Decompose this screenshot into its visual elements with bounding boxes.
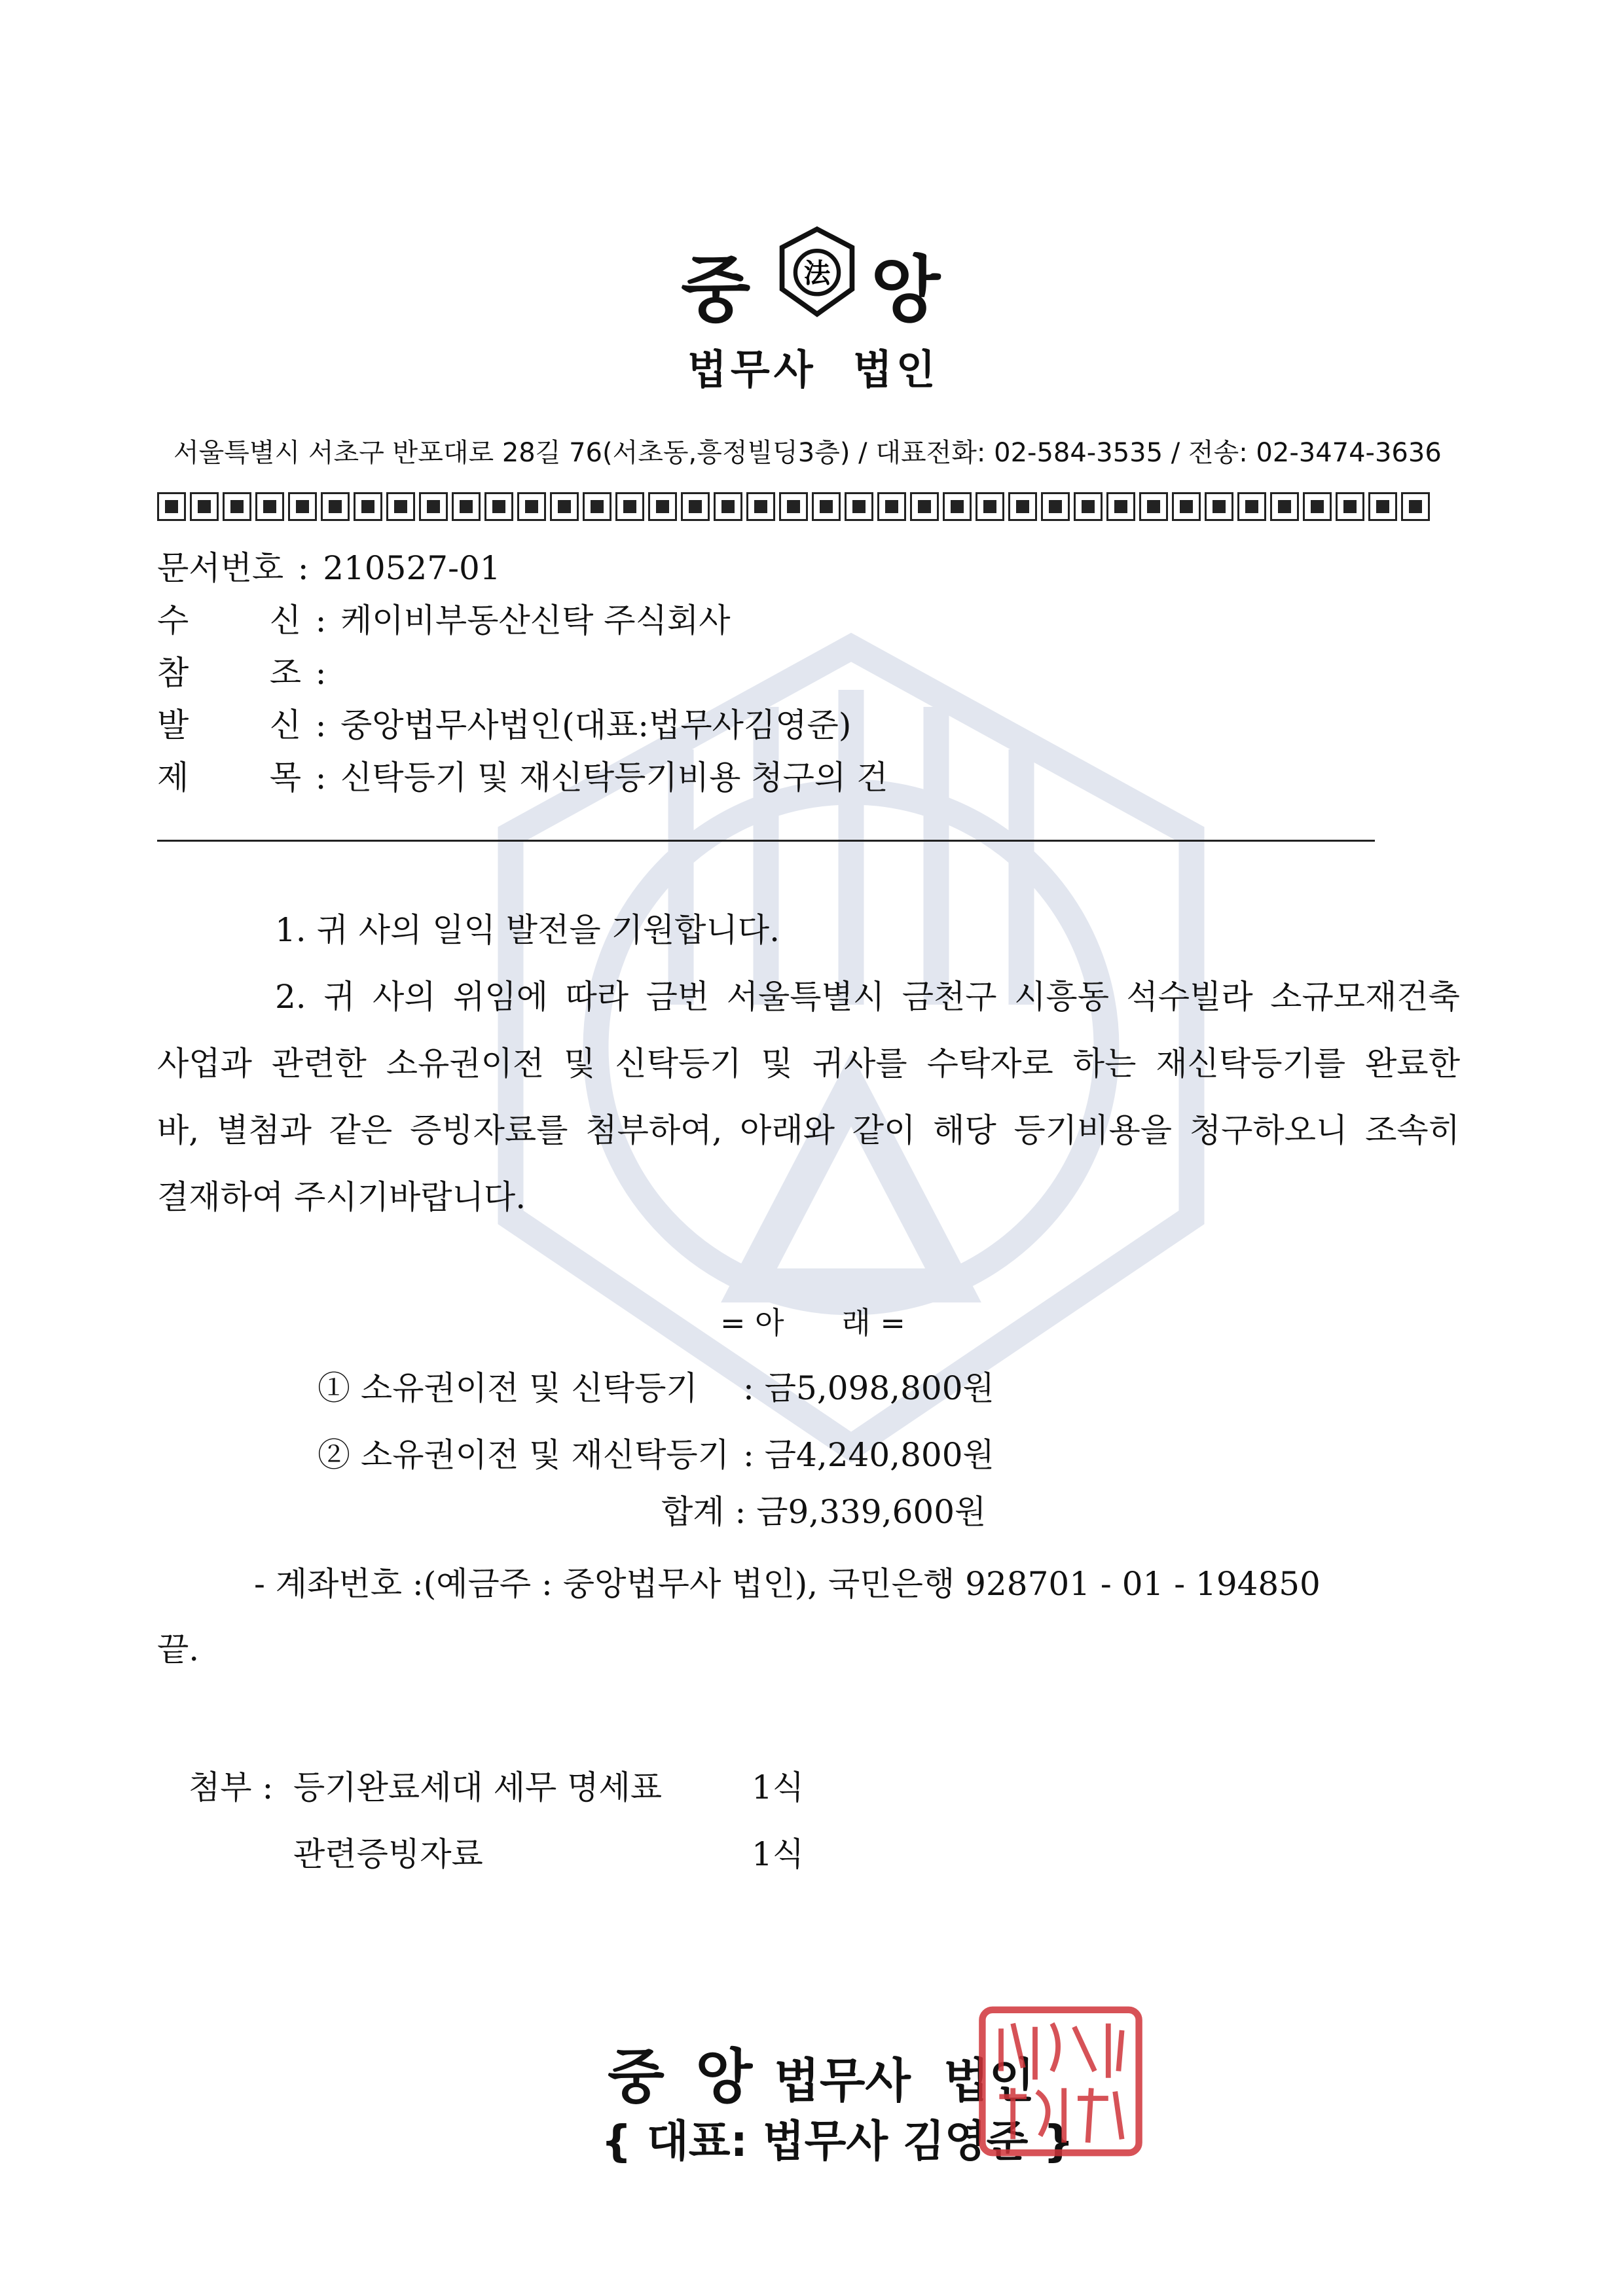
doc-no-value: 210527-01 [323, 549, 501, 587]
letter-body [157, 897, 1460, 1230]
decorative-square [583, 492, 611, 521]
decorative-square [190, 492, 219, 521]
decorative-square [255, 492, 284, 521]
decorative-square-row [157, 492, 1447, 521]
decorative-square [1041, 492, 1070, 521]
meta-sender: 발 신 : 중앙법무사법인(대표:법무사김영준) [157, 699, 888, 751]
decorative-square [321, 492, 350, 521]
decorative-square [1074, 492, 1103, 521]
doc-no-label: 문서번호 [157, 549, 284, 587]
meta-recipient: 수 신 : 케이비부동산신탁 주식회사 [157, 594, 888, 647]
sender-value: 중앙법무사법인(대표:법무사김영준) [340, 706, 852, 744]
below-title: = 아 래 = [720, 1305, 905, 1340]
decorative-square [910, 492, 939, 521]
decorative-square [1401, 492, 1430, 521]
decorative-square [1270, 492, 1299, 521]
total-amount: 합계 : 금9,339,600원 [661, 1493, 987, 1531]
decorative-square [223, 492, 251, 521]
paragraph-1: 1. 귀 사의 일익 발전을 기원합니다. [275, 911, 780, 949]
decorative-square [452, 492, 481, 521]
paragraph-2-line-3: 바, 별첨과 같은 증빙자료를 첨부하여, 아래와 같이 해당 등기비용을 청구하오니 조속히 [157, 1111, 1460, 1149]
decorative-square [812, 492, 841, 521]
attachment-qty: 1식 [752, 1768, 805, 1806]
company-address: 서울특별시 서초구 반포대로 28길 76(서초동,흥정빌딩3층) / 대표전화: 02-584-3535 / 전송: 02-3474-3636 [173, 438, 1442, 468]
document-meta [157, 542, 888, 804]
charge-items [318, 1355, 994, 1488]
decorative-square [943, 492, 972, 521]
attachments-label: 첨부 : [189, 1768, 274, 1806]
attachment-name: 등기완료세대 세무 명세표 [293, 1768, 663, 1806]
paragraph-2-line-2: 사업과 관련한 소유권이전 및 신탁등기 및 귀사를 수탁자로 하는 재신탁등기를 완료한 [157, 1045, 1460, 1083]
signature-representative: { 대표: 법무사 김영준 } [601, 2116, 1074, 2166]
decorative-square [1139, 492, 1168, 521]
account-number: - 계좌번호 :(예금주 : 중앙법무사 법인), 국민은행 928701 - 01 - 194850 [254, 1565, 1321, 1603]
decorative-square [419, 492, 448, 521]
decorative-square [1368, 492, 1397, 521]
decorative-square [157, 492, 186, 521]
decorative-square [1205, 492, 1233, 521]
signature-org: 중 앙 법무사 법인 [608, 2043, 1035, 2111]
decorative-square [1303, 492, 1332, 521]
attachments [189, 1754, 804, 1888]
logo-left-char: 중 [681, 248, 754, 332]
meta-reference: 참 조 : [157, 654, 327, 692]
emblem-char: 法 [803, 257, 831, 289]
charge-item: ① 소유권이전 및 신탁등기 : 금5,098,800원 [318, 1369, 994, 1407]
decorative-square [1008, 492, 1037, 521]
decorative-square [714, 492, 742, 521]
decorative-square [517, 492, 546, 521]
meta-doc-no: 문서번호 : 210527-01 [157, 542, 888, 594]
decorative-square [845, 492, 873, 521]
emblem-icon [775, 226, 860, 317]
attachment-name: 관련증빙자료 [293, 1835, 483, 1873]
decorative-square [354, 492, 382, 521]
decorative-square [1172, 492, 1201, 521]
decorative-square [550, 492, 579, 521]
decorative-square [1237, 492, 1266, 521]
decorative-square [615, 492, 644, 521]
decorative-square [779, 492, 808, 521]
decorative-square [648, 492, 677, 521]
decorative-square [1106, 492, 1135, 521]
subject-value: 신탁등기 및 재신탁등기비용 청구의 건 [340, 759, 888, 797]
decorative-square [1336, 492, 1364, 521]
end-mark: 끝. [157, 1630, 200, 1668]
decorative-square [386, 492, 415, 521]
divider-line [157, 840, 1375, 842]
decorative-square [976, 492, 1004, 521]
decorative-square [746, 492, 775, 521]
meta-subject: 제 목 : 신탁등기 및 재신탁등기비용 청구의 건 [157, 751, 888, 804]
decorative-square [877, 492, 906, 521]
paragraph-2-line-1: 2. 귀 사의 위임에 따라 금번 서울특별시 금천구 시흥동 석수빌라 소규모재건축 [275, 978, 1460, 1016]
recipient-value: 케이비부동산신탁 주식회사 [340, 601, 731, 639]
decorative-square [484, 492, 513, 521]
paragraph-2-line-4: 결재하여 주시기바랍니다. [157, 1178, 526, 1216]
logo-subtitle: 법무사 법인 [687, 346, 939, 393]
decorative-square [288, 492, 317, 521]
attachment-qty: 1식 [752, 1835, 805, 1873]
logo-right-char: 앙 [871, 248, 943, 332]
official-seal-stamp [976, 2003, 1146, 2160]
decorative-square [681, 492, 710, 521]
charge-item: ② 소유권이전 및 재신탁등기 : 금4,240,800원 [318, 1436, 994, 1474]
